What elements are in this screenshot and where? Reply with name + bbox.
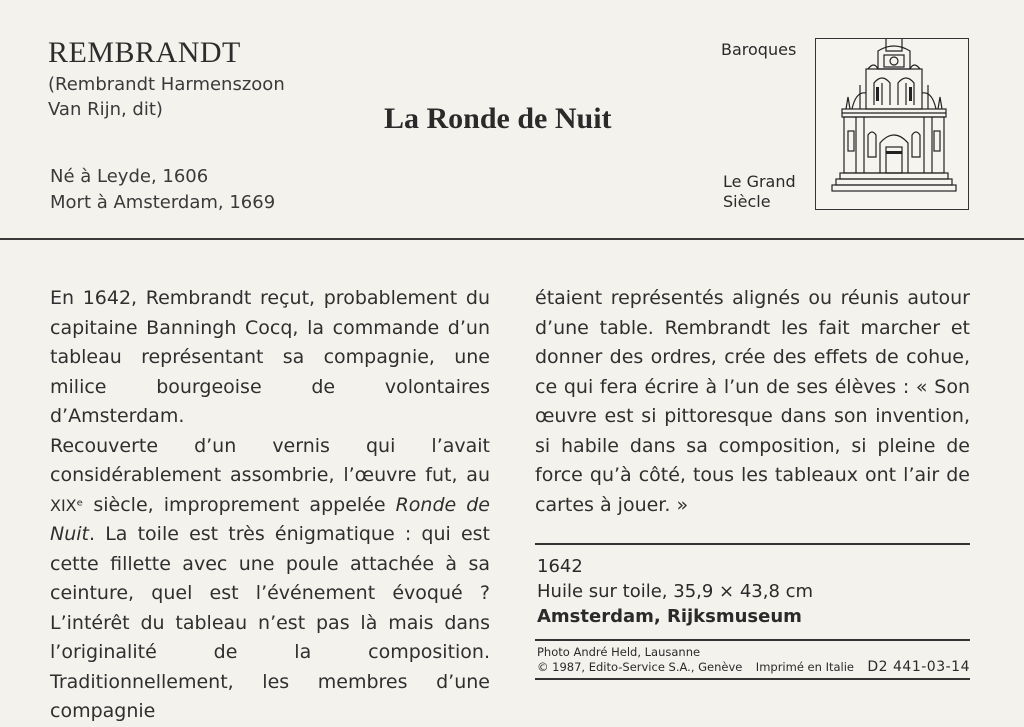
- paragraph-2-italic-title: Ronde de Nuit: [50, 493, 490, 545]
- period-label-grand-siecle: [723, 172, 796, 212]
- century-numeral: XIXᵉ: [50, 495, 84, 515]
- emblem-box: [815, 38, 969, 210]
- period-line-1: Le Grand: [723, 172, 796, 191]
- credits-top-rule: [535, 639, 970, 641]
- paragraph-1: En 1642, Rembrandt reçut, probablement du capitaine Banningh Cocq, la commande d’un tableau représentant sa compagnie, une milice bourgeoise de volontaires d’Amsterdam.: [50, 287, 490, 427]
- printed-in: Imprimé en Italie: [755, 660, 854, 674]
- birth-info: Né à Leyde, 1606: [50, 166, 209, 187]
- period-line-2: Siècle: [723, 192, 771, 211]
- copyright: © 1987, Edito-Service S.A., Genève: [537, 660, 743, 674]
- artwork-medium: Huile sur toile, 35,9 × 43,8 cm: [537, 581, 814, 602]
- death-info: Mort à Amsterdam, 1669: [50, 192, 276, 213]
- baroque-church-facade-icon: [816, 39, 968, 209]
- description-right-column: [535, 284, 970, 520]
- paragraph-2-part-c: . La toile est très énigmatique : qui est cette fillette avec une poule attachée à sa ceinture, quel est l’événement évoqué ? L’intérêt du tableau n’est pas là mais dans l’originalité de la composition. Traditionnellement, les membres d’une compagnie: [50, 523, 490, 722]
- credits: [537, 645, 970, 675]
- credits-bottom-rule: [535, 678, 970, 680]
- artwork-info: [537, 554, 813, 629]
- card-code: D2 441-03-14: [867, 659, 970, 675]
- artist-full-name: [48, 72, 285, 122]
- artwork-year: 1642: [537, 556, 583, 577]
- photo-credit: Photo André Held, Lausanne: [537, 645, 701, 659]
- period-label-baroques: Baroques: [721, 40, 797, 59]
- paragraph-2-part-b: siècle, improprement appelée: [83, 493, 396, 516]
- artwork-museum: Amsterdam, Rijksmuseum: [537, 606, 802, 627]
- paragraph-2-part-a: Recouverte d’un vernis qui l’avait considérablement assombrie, l’œuvre fut, au: [50, 434, 490, 486]
- artist-full-line-2: Van Rijn, dit): [48, 99, 163, 120]
- paragraph-3: étaient représentés alignés ou réunis autour d’une table. Rembrandt les fait marcher et donner des ordres, crée des effets de cohue, ce qui fera écrire à l’un de ses élèves : « Son œuvre est si pittoresque dans son invention, si habile dans sa composition, si pleine de force qu’à côté, tous les tableaux ont l’air de cartes à jouer. »: [535, 287, 970, 516]
- header-divider: [0, 238, 1024, 240]
- info-top-rule: [535, 543, 970, 545]
- description-left-column: [50, 284, 490, 727]
- artist-full-line-1: (Rembrandt Harmenszoon: [48, 74, 285, 95]
- credits-row: [537, 660, 970, 675]
- painting-title: La Ronde de Nuit: [384, 102, 612, 135]
- paragraph-2: [50, 432, 490, 727]
- artist-life-dates: [50, 164, 275, 216]
- artist-name: REMBRANDT: [48, 36, 241, 69]
